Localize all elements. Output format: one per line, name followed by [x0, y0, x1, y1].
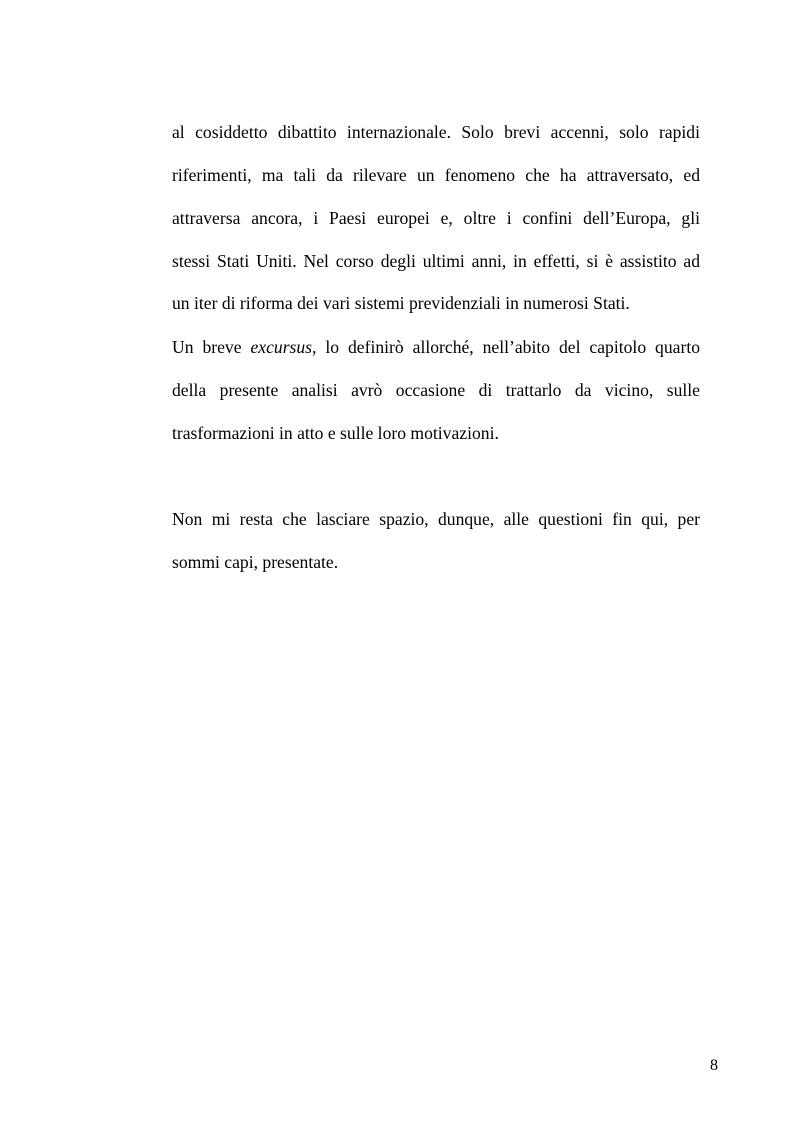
paragraph-2-italic-term: excursus — [250, 337, 313, 357]
paragraph-3-line-1: Non mi resta che lasciare spazio, dunque, alle questioni fin qui, per — [172, 509, 700, 529]
paragraph-1-line-4: stessi Stati Uniti. Nel corso degli ultimi anni, in effetti, si è assistito ad — [172, 251, 700, 271]
paragraph-2-line-1-before: Un breve — [172, 337, 251, 357]
paragraph-2-line-1 — [172, 336, 700, 358]
paragraph-1-line-3: attraversa ancora, i Paesi europei e, oltre i confini dell’Europa, gli — [172, 208, 700, 228]
paragraph-1-line-1: al cosiddetto dibattito internazionale. Solo brevi accenni, solo rapidi — [172, 122, 700, 142]
paragraph-1-line-2: riferimenti, ma tali da rilevare un fenomeno che ha attraversato, ed — [172, 165, 700, 185]
paragraph-3-line-2: sommi capi, presentate. — [172, 552, 339, 572]
paragraph-2-line-1-after: , lo definirò allorché, nell’abito del capitolo quarto — [312, 337, 701, 357]
paragraph-2-line-2: della presente analisi avrò occasione di trattarlo da vicino, sulle — [172, 380, 700, 400]
paragraph-1-line-5: un iter di riforma dei vari sistemi previdenziali in numerosi Stati. — [172, 293, 630, 313]
page-number: 8 — [710, 1057, 718, 1074]
paragraph-2-line-3: trasformazioni in atto e sulle loro motivazioni. — [172, 423, 499, 443]
